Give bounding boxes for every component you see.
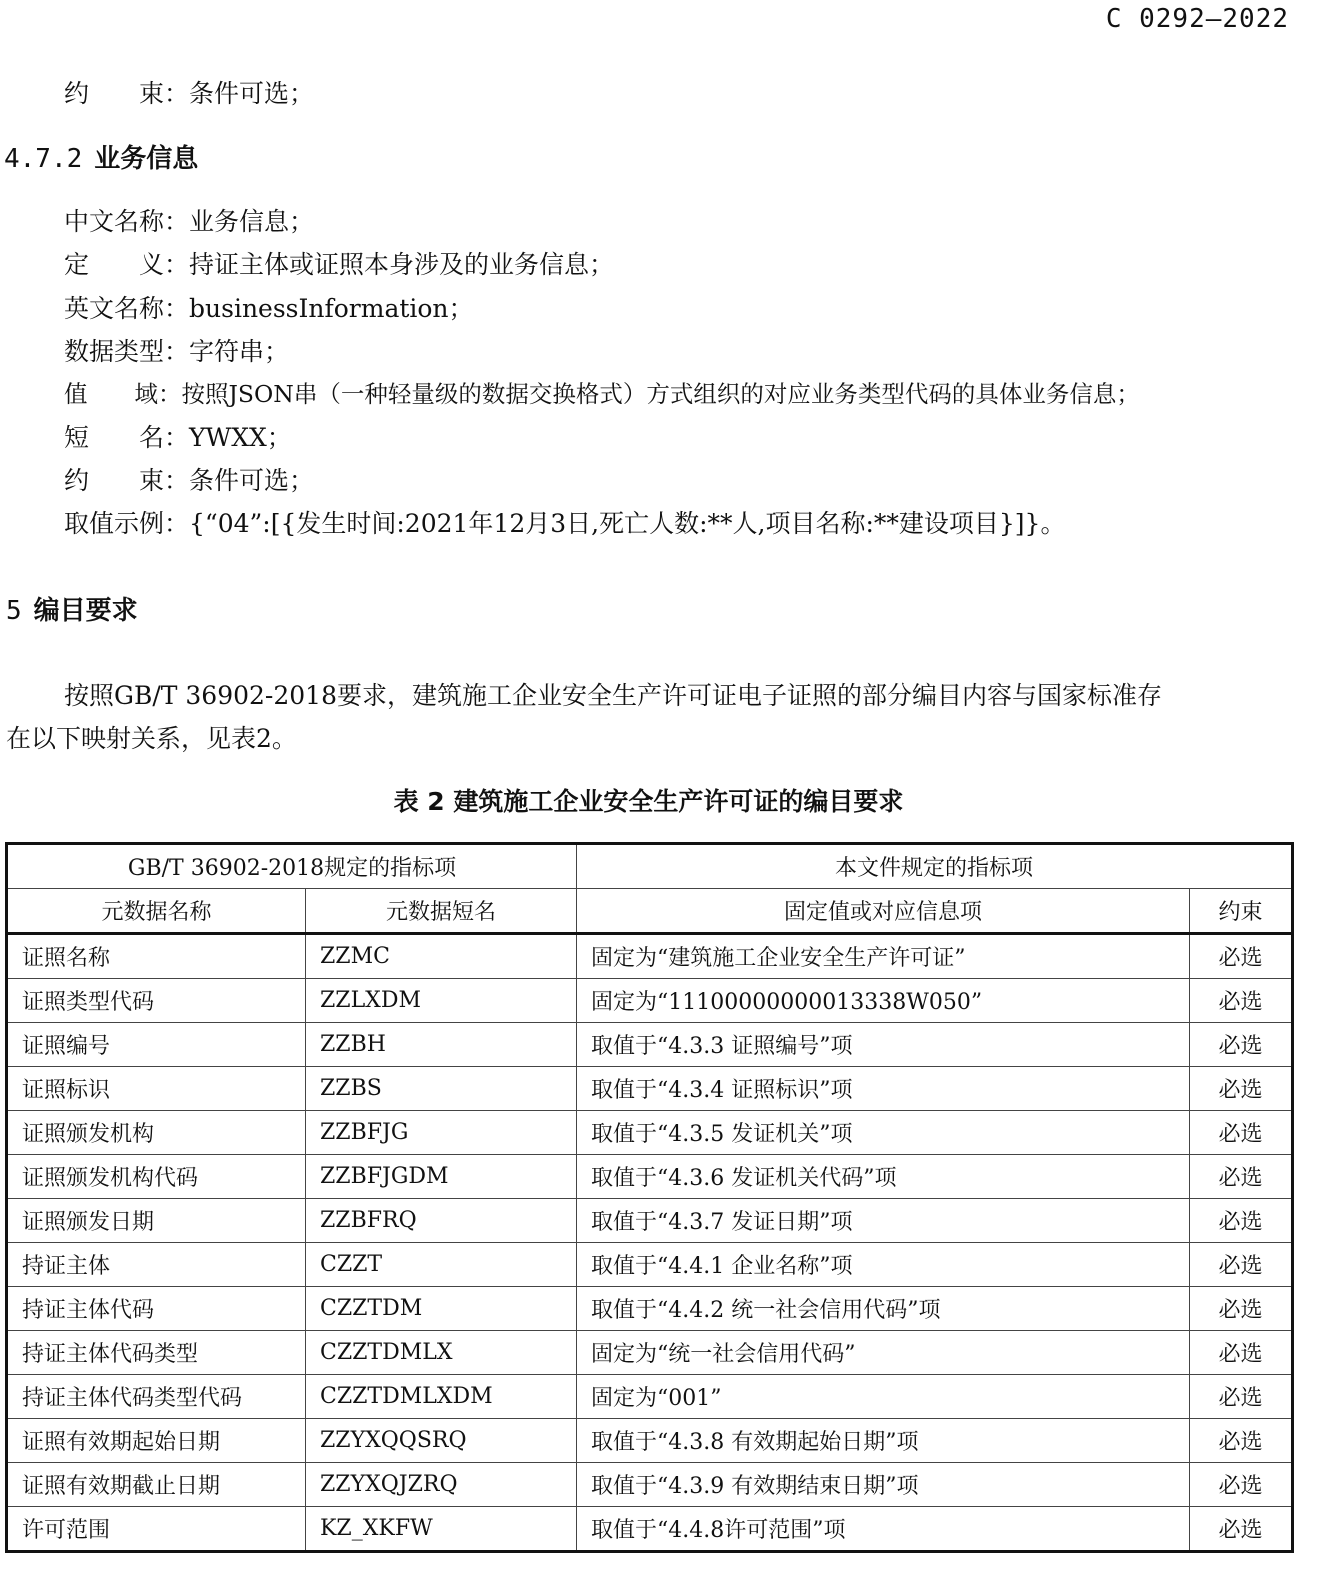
section-title: 编目要求 xyxy=(33,596,138,626)
table-group-header-row xyxy=(7,844,1293,889)
table-caption: 表 2 建筑施工企业安全生产许可证的编目要求 xyxy=(393,787,904,816)
field-label: 中文名称： xyxy=(64,207,190,236)
row-short-name: ZZYXQQSRQ xyxy=(306,1419,577,1463)
table-row xyxy=(7,1419,1293,1463)
row-short-name: ZZBH xyxy=(306,1023,577,1067)
field-label: 定 义： xyxy=(64,250,190,279)
row-name: 证照类型代码 xyxy=(7,979,306,1023)
row-name: 证照颁发日期 xyxy=(7,1199,306,1243)
row-name: 证照编号 xyxy=(7,1023,306,1067)
column-header-value: 固定值或对应信息项 xyxy=(577,889,1190,934)
row-short-name: ZZBFJGDM xyxy=(306,1155,577,1199)
catalog-table xyxy=(5,842,1294,1553)
row-constraint: 必选 xyxy=(1190,1023,1293,1067)
group-header-gbt: GB/T 36902-2018规定的指标项 xyxy=(7,844,577,889)
row-value: 取值于“4.3.6 发证机关代码”项 xyxy=(577,1155,1190,1199)
row-short-name: ZZBFJG xyxy=(306,1111,577,1155)
row-name: 证照颁发机构 xyxy=(7,1111,306,1155)
table-body xyxy=(7,934,1293,1552)
field-line xyxy=(64,202,314,238)
field-value: {“04”:[{发生时间:2021年12月3日,死亡人数:**人,项目名称:**建设项目}]}。 xyxy=(189,509,1066,538)
table-row xyxy=(7,1243,1293,1287)
column-header-name: 元数据名称 xyxy=(7,889,306,934)
row-value: 取值于“4.3.9 有效期结束日期”项 xyxy=(577,1463,1190,1507)
row-constraint: 必选 xyxy=(1190,1419,1293,1463)
table-row xyxy=(7,1331,1293,1375)
row-value: 取值于“4.3.7 发证日期”项 xyxy=(577,1199,1190,1243)
row-short-name: CZZT xyxy=(306,1243,577,1287)
field-value: 条件可选； xyxy=(189,466,315,495)
field-value: 业务信息； xyxy=(189,207,315,236)
section-title: 业务信息 xyxy=(94,144,199,174)
row-constraint: 必选 xyxy=(1190,1375,1293,1419)
field-line xyxy=(64,461,314,497)
row-constraint: 必选 xyxy=(1190,1199,1293,1243)
field-line xyxy=(64,418,292,454)
table-column-header-row xyxy=(7,889,1293,934)
prev-constraint: 约 束：条件可选； xyxy=(64,79,315,108)
field-label: 英文名称： xyxy=(64,294,190,323)
field-line xyxy=(64,245,614,281)
row-name: 持证主体代码 xyxy=(7,1287,306,1331)
table-row xyxy=(7,934,1293,979)
row-value: 取值于“4.3.3 证照编号”项 xyxy=(577,1023,1190,1067)
row-constraint: 必选 xyxy=(1190,1067,1293,1111)
section-4-7-2-heading xyxy=(4,138,198,175)
row-constraint: 必选 xyxy=(1190,1331,1293,1375)
row-name: 证照颁发机构代码 xyxy=(7,1155,306,1199)
field-value: 持证主体或证照本身涉及的业务信息； xyxy=(189,250,615,279)
table-row xyxy=(7,1155,1293,1199)
row-name: 证照标识 xyxy=(7,1067,306,1111)
field-label: 值 域： xyxy=(64,380,182,408)
row-short-name: CZZTDM xyxy=(306,1287,577,1331)
table-row xyxy=(7,979,1293,1023)
row-constraint: 必选 xyxy=(1190,934,1293,979)
row-short-name: KZ_XKFW xyxy=(306,1507,577,1552)
table-row xyxy=(7,1507,1293,1552)
column-header-constraint: 约束 xyxy=(1190,889,1293,934)
table-row xyxy=(7,1287,1293,1331)
field-line xyxy=(64,332,289,368)
row-short-name: ZZBFRQ xyxy=(306,1199,577,1243)
field-line xyxy=(64,375,1140,409)
row-name: 持证主体 xyxy=(7,1243,306,1287)
row-value: 取值于“4.4.1 企业名称”项 xyxy=(577,1243,1190,1287)
column-header-short-name: 元数据短名 xyxy=(306,889,577,934)
field-value: businessInformation； xyxy=(189,294,474,323)
field-value: 按照JSON串（一种轻量级的数据交换格式）方式组织的对应业务类型代码的具体业务信息； xyxy=(181,380,1140,408)
field-label: 取值示例： xyxy=(64,509,190,538)
table-row xyxy=(7,1111,1293,1155)
field-label: 约 束： xyxy=(64,466,190,495)
table-row xyxy=(7,1067,1293,1111)
row-short-name: ZZYXQJZRQ xyxy=(306,1463,577,1507)
row-value: 固定为“统一社会信用代码” xyxy=(577,1331,1190,1375)
row-value: 取值于“4.3.8 有效期起始日期”项 xyxy=(577,1419,1190,1463)
section-number: 4.7.2 xyxy=(4,144,83,174)
row-constraint: 必选 xyxy=(1190,979,1293,1023)
row-short-name: ZZMC xyxy=(306,934,577,979)
row-value: 固定为“001” xyxy=(577,1375,1190,1419)
field-label: 数据类型： xyxy=(64,337,190,366)
row-short-name: CZZTDMLXDM xyxy=(306,1375,577,1419)
row-value: 固定为“建筑施工企业安全生产许可证” xyxy=(577,934,1190,979)
table-row xyxy=(7,1199,1293,1243)
row-value: 取值于“4.4.8许可范围”项 xyxy=(577,1507,1190,1552)
row-value: 取值于“4.4.2 统一社会信用代码”项 xyxy=(577,1287,1190,1331)
table-row xyxy=(7,1375,1293,1419)
field-line xyxy=(64,504,1065,540)
field-value: 字符串； xyxy=(189,337,290,366)
row-constraint: 必选 xyxy=(1190,1243,1293,1287)
row-name: 证照有效期截止日期 xyxy=(7,1463,306,1507)
row-name: 证照有效期起始日期 xyxy=(7,1419,306,1463)
row-constraint: 必选 xyxy=(1190,1155,1293,1199)
paragraph-line-2: 在以下映射关系，见表2。 xyxy=(6,724,297,753)
field-line xyxy=(64,289,474,325)
row-name: 证照名称 xyxy=(7,934,306,979)
row-short-name: ZZBS xyxy=(306,1067,577,1111)
row-constraint: 必选 xyxy=(1190,1111,1293,1155)
field-value: YWXX； xyxy=(189,423,292,452)
table-row xyxy=(7,1023,1293,1067)
section-5-heading xyxy=(6,590,138,627)
row-constraint: 必选 xyxy=(1190,1507,1293,1552)
field-label: 短 名： xyxy=(64,423,190,452)
row-name: 持证主体代码类型 xyxy=(7,1331,306,1375)
row-constraint: 必选 xyxy=(1190,1287,1293,1331)
row-value: 取值于“4.3.5 发证机关”项 xyxy=(577,1111,1190,1155)
row-short-name: ZZLXDM xyxy=(306,979,577,1023)
row-value: 固定为“11100000000013338W050” xyxy=(577,979,1190,1023)
table-row xyxy=(7,1463,1293,1507)
document-code: C 0292—2022 xyxy=(1105,4,1289,34)
row-name: 许可范围 xyxy=(7,1507,306,1552)
row-short-name: CZZTDMLX xyxy=(306,1331,577,1375)
row-constraint: 必选 xyxy=(1190,1463,1293,1507)
group-header-this-doc: 本文件规定的指标项 xyxy=(577,844,1293,889)
paragraph-line-1: 按照GB/T 36902-2018要求，建筑施工企业安全生产许可证电子证照的部分编目内容与国家标准存 xyxy=(64,681,1162,710)
section-number: 5 xyxy=(6,596,22,626)
row-name: 持证主体代码类型代码 xyxy=(7,1375,306,1419)
row-value: 取值于“4.3.4 证照标识”项 xyxy=(577,1067,1190,1111)
